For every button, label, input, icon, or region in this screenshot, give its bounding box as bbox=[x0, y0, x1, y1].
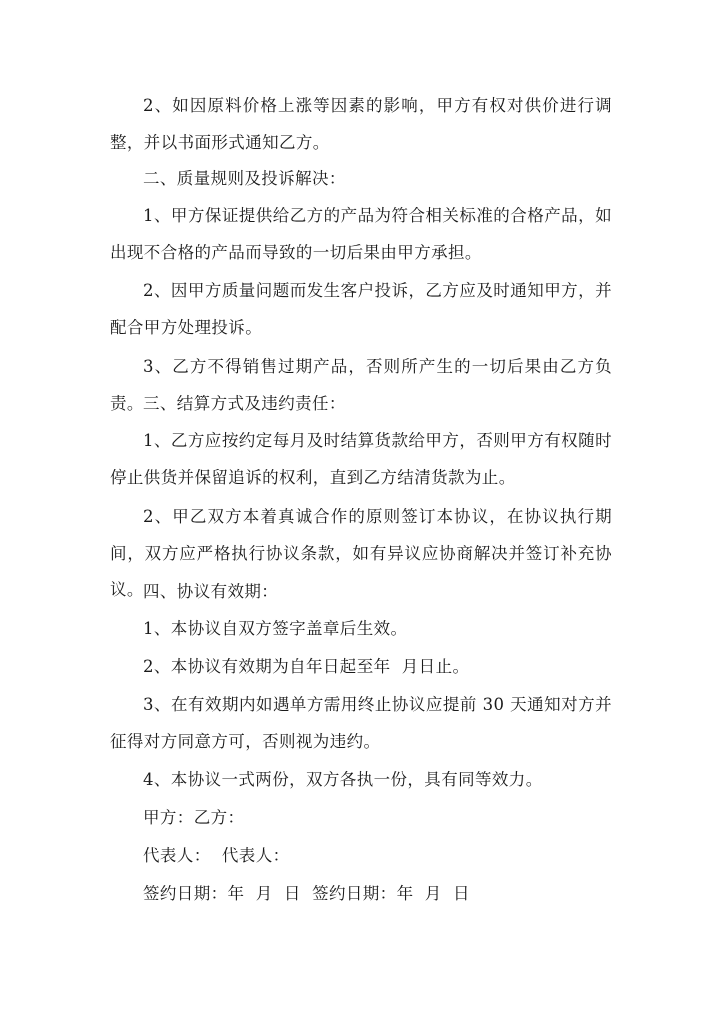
clause-validity-period: 2、本协议有效期为自年日起至年 月日止。 bbox=[143, 657, 470, 676]
clause-copies: 4、本协议一式两份，双方各执一份，具有同等效力。 bbox=[143, 770, 543, 789]
signature-dates: 签约日期：年 月 日 签约日期：年 月 日 bbox=[143, 884, 470, 903]
clause-price-adjustment: 2、如因原料价格上涨等因素的影响，甲方有权对供价进行调整，并以书面形式通知乙方。 bbox=[110, 96, 612, 152]
section-heading-validity: 四、协议有效期： bbox=[143, 582, 279, 601]
clause-termination: 3、在有效期内如遇单方需用终止协议应提前 30 天通知对方并征得对方同意方可，否则视为违约。 bbox=[110, 695, 612, 751]
signature-parties: 甲方：乙方： bbox=[143, 808, 245, 827]
clause-customer-complaint: 2、因甲方质量问题而发生客户投诉，乙方应及时通知甲方，并配合甲方处理投诉。 bbox=[110, 281, 612, 337]
clause-effective: 1、本协议自双方签字盖章后生效。 bbox=[143, 619, 408, 638]
clause-payment: 1、乙方应按约定每月及时结算货款给甲方，否则甲方有权随时停止供货并保留追诉的权利，直到乙方结清货款为止。 bbox=[110, 431, 612, 487]
clause-cooperation: 2、甲乙双方本着真诚合作的原则签订本协议，在协议执行期间，双方应严格执行协议条款，如有异议应协商解决并签订补充协议。 bbox=[110, 507, 612, 599]
clause-quality-guarantee: 1、甲方保证提供给乙方的产品为符合相关标准的合格产品，如出现不合格的产品而导致的一切后果由甲方承担。 bbox=[110, 206, 612, 262]
section-heading-settlement: 三、结算方式及违约责任： bbox=[143, 394, 346, 413]
section-heading-quality: 二、质量规则及投诉解决： bbox=[143, 169, 346, 188]
signature-representatives: 代表人： 代表人： bbox=[143, 846, 290, 865]
clause-expired-products: 3、乙方不得销售过期产品，否则所产生的一切后果由乙方负责。 bbox=[110, 357, 612, 413]
